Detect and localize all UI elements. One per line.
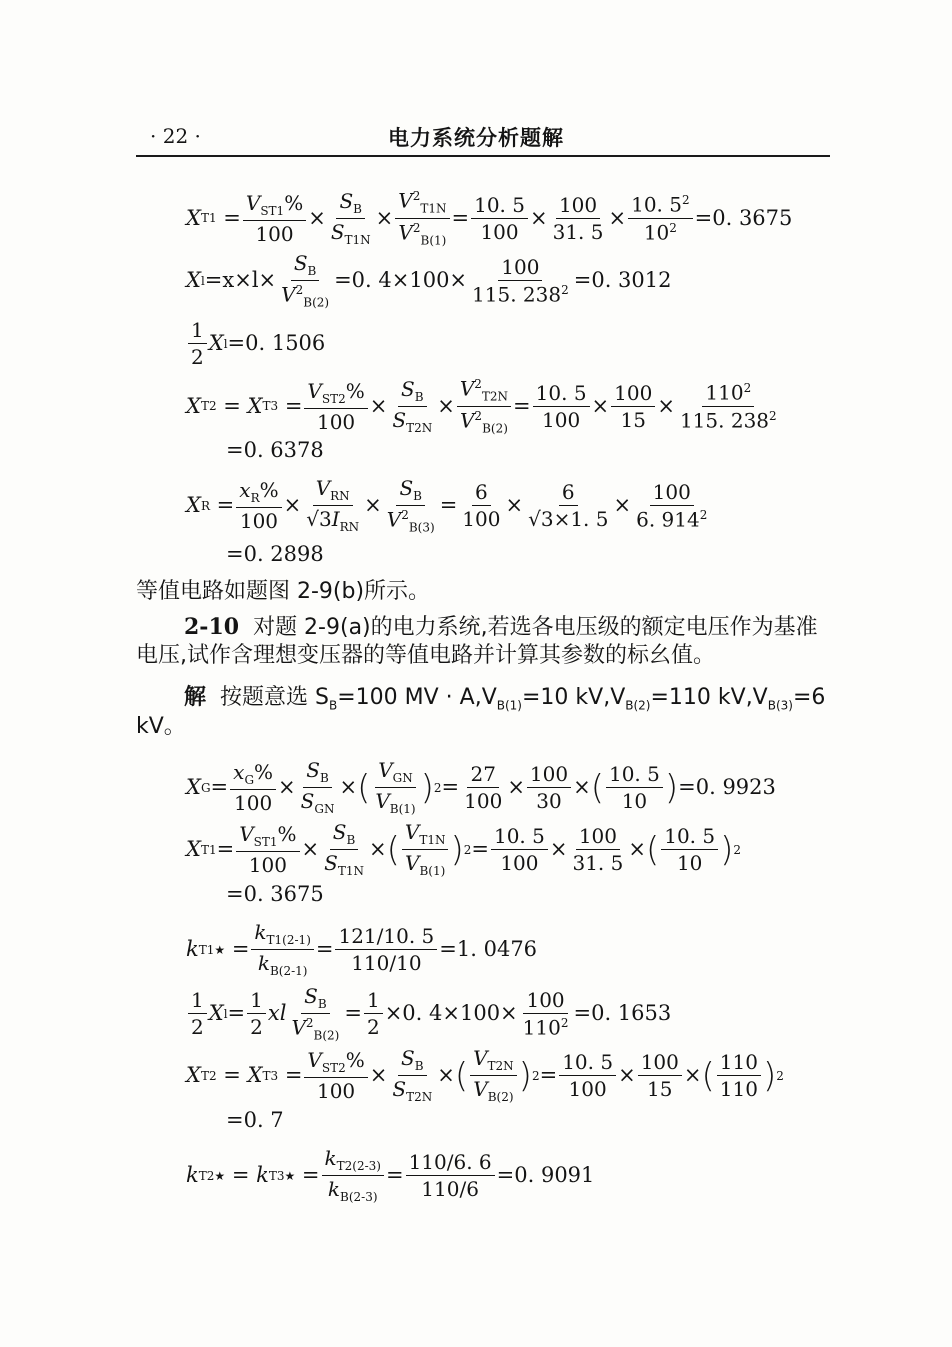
page-number: · 22 ·: [150, 124, 201, 148]
paragraph-question: [136, 614, 836, 669]
equation-kt2: k T2★ = k T3★ = $\frac{k_{T2(2-3)}}{k_{B(2-3)}}$ = $\frac{110/6. 6}{110/6}$ =0. 9091: [186, 1146, 595, 1204]
running-header-title: 电力系统分析题解: [388, 125, 564, 150]
equation-result: =0. 1506: [227, 331, 326, 355]
solution-body-2: =100 MV · A,V: [337, 685, 497, 710]
question-body: 对题 2-9(a)的电力系统,若选各电压级的额定电压作为基准电压,试作含理想变压器的等值电路并计算其参数的标幺值。: [136, 615, 818, 668]
equation-result: =0. 1653: [573, 1001, 672, 1026]
equation-xt1-b: X T1 = $\frac{V_{ST1}\%}{100}$ × $\frac{S_B}{S_{T1N}}$ × ( $\frac{V_{T1N}}{V_{B(1)}}$ ) 2 = $\frac{10. 5}{100}$ × $\frac{100}{31. 5}$ × ( $\frac{10. 5}{10}$ ) 2: [186, 820, 742, 878]
ratio-denominator: 110/10: [351, 951, 422, 975]
equation-half-xl: $\frac{1}{2}$ X l =0. 1506: [186, 320, 325, 367]
ratio-denominator: 110/6: [421, 1177, 479, 1201]
equation-xt2-b-result: =0. 7: [226, 1108, 284, 1132]
header-rule: [136, 155, 830, 157]
paragraph-equivalent-circuit: 等值电路如题图 2-9(b)所示。: [136, 579, 431, 604]
equation-xt2: X T2 = X T3 = $\frac{V_{ST2}\%}{100}$ × $\frac{S_B}{S_{T2N}}$ × $\frac{V^2_{T2N}}{V^2_{B(2)}}$ = $\frac{10. 5}{100}$ × $\frac{100}{15}$ × $\frac{110^2}{115. 238^2}$: [186, 376, 777, 436]
equation-result: =0. 9091: [496, 1163, 595, 1187]
equation-kt1: k T1★ = $\frac{k_{T1(2-1)}}{k_{B(2-1)}}$ = $\frac{121/10. 5}{110/10}$ =1. 0476: [186, 920, 538, 978]
equation-result: =0. 3675: [694, 205, 793, 230]
equation-xt2-b: X T2 = X T3 = $\frac{V_{ST2}\%}{100}$ × $\frac{S_B}{S_{T2N}}$ × ( $\frac{V_{T2N}}{V_{B(2)}}$ ) 2 = $\frac{10. 5}{100}$ × $\frac{100}{15}$ × ( $\frac{110}{110}$ ) 2: [186, 1046, 784, 1104]
equation-xr-result: =0. 2898: [226, 542, 324, 566]
ratio-numerator: 121/10. 5: [335, 926, 437, 950]
equation-expr: =x×l×: [204, 268, 277, 293]
equation-result: =1. 0476: [439, 937, 538, 961]
equation-result: =0. 3012: [573, 268, 672, 293]
ratio-numerator: 110/6. 6: [406, 1152, 495, 1176]
equation-xl: X l =x×l× $\frac{S_B}{V^2_{B(2)}}$ =0. 4×100× $\frac{100}{115. 238^2}$ =0. 3012: [186, 251, 672, 310]
equation-xt1-b-result: =0. 3675: [226, 882, 324, 906]
equation-mid: =0. 4×100×: [334, 268, 468, 293]
equation-xg: X G = $\frac{x_G\%}{100}$ × $\frac{S_B}{S_{GN}}$ × ( $\frac{V_{GN}}{V_{B(1)}}$ ) 2 = $\frac{27}{100}$ × $\frac{100}{30}$ × ( $\frac{10. 5}{10}$ ) =0. 9923: [186, 758, 776, 816]
equation-xt1: X T1 = $\frac{V_{ST1}\%}{100}$ × $\frac{S_B}{S_{T1N}}$ × $\frac{V^2_{T1N}}{V^2_{B(1)}}$ = $\frac{10. 5}{100}$ × $\frac{100}{31. 5}$ × $\frac{10. 5^2}{10^2}$ =0. 3675: [186, 188, 793, 248]
solution-label: 解: [184, 684, 207, 710]
equation-result: =0. 9923: [678, 775, 776, 799]
question-number: 2-10: [184, 614, 240, 640]
paragraph-solution: 解 按题意选 $S_B=100$ MV · $A,V_{B(1)}=10$ $kV,V_{B(2)}=110$ $kV,V_{B(3)}=6$ kV。: [136, 684, 826, 740]
equation-half-xl-b: $\frac{1}{2}$ X l = $\frac{1}{2}$ xl $\frac{S_B}{V^2_{B(2)}}$ = $\frac{1}{2}$ ×0. 4×100× $\frac{100}{110^2}$ =0. 1653: [186, 986, 671, 1042]
solution-body-3: =10 kV,V: [521, 685, 626, 710]
solution-body-5: =6 kV。: [136, 685, 826, 740]
solution-body-4: =110 kV,V: [650, 685, 768, 710]
equation-xt2-result: =0. 6378: [226, 438, 324, 462]
frac-num: 100: [498, 257, 542, 281]
equation-xr: X R = $\frac{x_R\%}{100}$ × $\frac{V_{RN}}{√3I_{RN}}$ × $\frac{S_B}{V^2_{B(3)}}$ = $\frac{6}{100}$ × $\frac{6}{√3\times 1. 5}$ × $\frac{100}{6. 914^2}$: [186, 476, 708, 535]
solution-body: 按题意选 S: [220, 685, 329, 710]
